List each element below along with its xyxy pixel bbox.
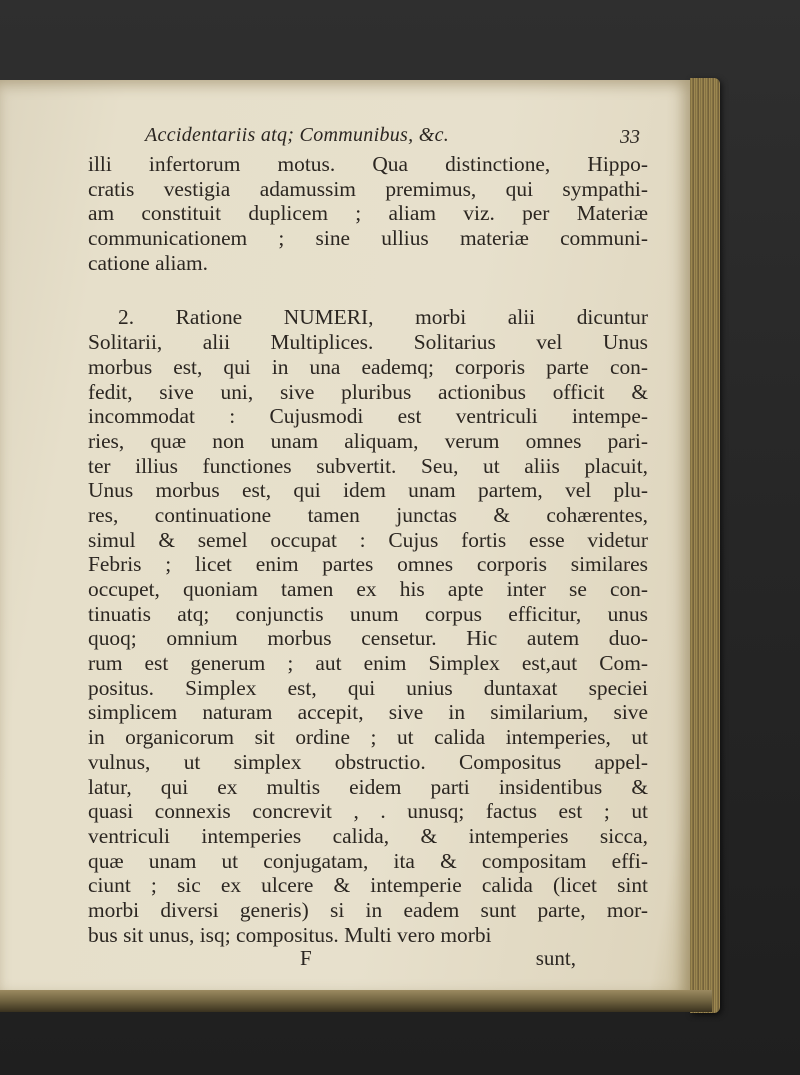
text-line: am constituit duplicem ; aliam viz. per Materiæ xyxy=(88,201,648,226)
text-line: illi infertorum motus. Qua distinctione, Hippo- xyxy=(88,152,648,176)
text-line: quoq; omnium morbus censetur. Hic autem duo- xyxy=(88,626,648,651)
text-line: occupet, quoniam tamen ex his apte inter se con- xyxy=(88,577,648,601)
page-header xyxy=(145,124,640,154)
text-line: positus. Simplex est, qui unius duntaxat speciei xyxy=(88,675,648,700)
text-line: quasi connexis concrevit , . unusq; factus est ; ut xyxy=(88,799,648,824)
text-line: simul & semel occupat : Cujus fortis esse videtur xyxy=(88,527,648,552)
text-line: rum est generum ; aut enim Simplex est,aut Com- xyxy=(88,651,648,676)
page-footer xyxy=(300,946,600,972)
text-line: ter illius functiones subvertit. Seu, ut aliis placuit, xyxy=(88,453,648,478)
text-line: ventriculi intemperies calida, & intemperies sicca, xyxy=(88,823,648,848)
text-line: incommodat : Cujusmodi est ventriculi intempe- xyxy=(88,404,648,429)
text-line: fedit, sive uni, sive pluribus actionibus officit & xyxy=(88,379,648,404)
text-line: Febris ; licet enim partes omnes corporis similares xyxy=(88,552,648,577)
signature-mark: F xyxy=(300,946,312,970)
text-line: quæ unam ut conjugatam, ita & compositam effi- xyxy=(88,848,648,873)
paragraph-gap xyxy=(88,275,648,305)
text-line: ciunt ; sic ex ulcere & intemperie calida (licet sint xyxy=(88,873,648,898)
text-line: tinuatis atq; conjunctis unum corpus efficitur, unus xyxy=(88,601,648,626)
text-line: Solitarii, alii Multiplices. Solitarius vel Unus xyxy=(88,330,648,355)
text-line: cratis vestigia adamussim premimus, qui sympathi- xyxy=(88,176,648,201)
text-line: ries, quæ non unam aliquam, verum omnes pari- xyxy=(88,428,648,453)
text-line: morbus est, qui in una eademq; corporis parte con- xyxy=(88,354,648,379)
text-line: bus sit unus, isq; compositus. Multi vero morbi xyxy=(88,922,492,947)
text-line: communicationem ; sine ullius materiæ communi- xyxy=(88,226,648,251)
text-line: simplicem naturam accepit, sive in similarium, sive xyxy=(88,700,648,725)
page-number: 33 xyxy=(620,126,640,148)
text-line: morbi diversi generis) si in eadem sunt parte, mor- xyxy=(88,897,648,922)
text-line: in organicorum sit ordine ; ut calida intemperies, ut xyxy=(88,725,648,750)
book-page xyxy=(0,80,690,995)
running-head: Accidentariis atq; Communibus, &c. xyxy=(145,124,450,146)
body-text xyxy=(88,152,648,947)
book-fore-edge xyxy=(690,78,720,1013)
text-line: latur, qui ex multis eidem parti insidentibus & xyxy=(88,774,648,799)
text-line: catione aliam. xyxy=(88,250,208,275)
book-bottom-edge xyxy=(0,990,712,1012)
text-line: vulnus, ut simplex obstructio. Compositus appel- xyxy=(88,749,648,774)
text-line: res, continuatione tamen junctas & cohærentes, xyxy=(88,502,648,527)
text-line: Unus morbus est, qui idem unam partem, vel plu- xyxy=(88,478,648,503)
text-line: 2. Ratione NUMERI, morbi alii dicuntur xyxy=(118,305,648,330)
catchword: sunt, xyxy=(535,946,576,970)
